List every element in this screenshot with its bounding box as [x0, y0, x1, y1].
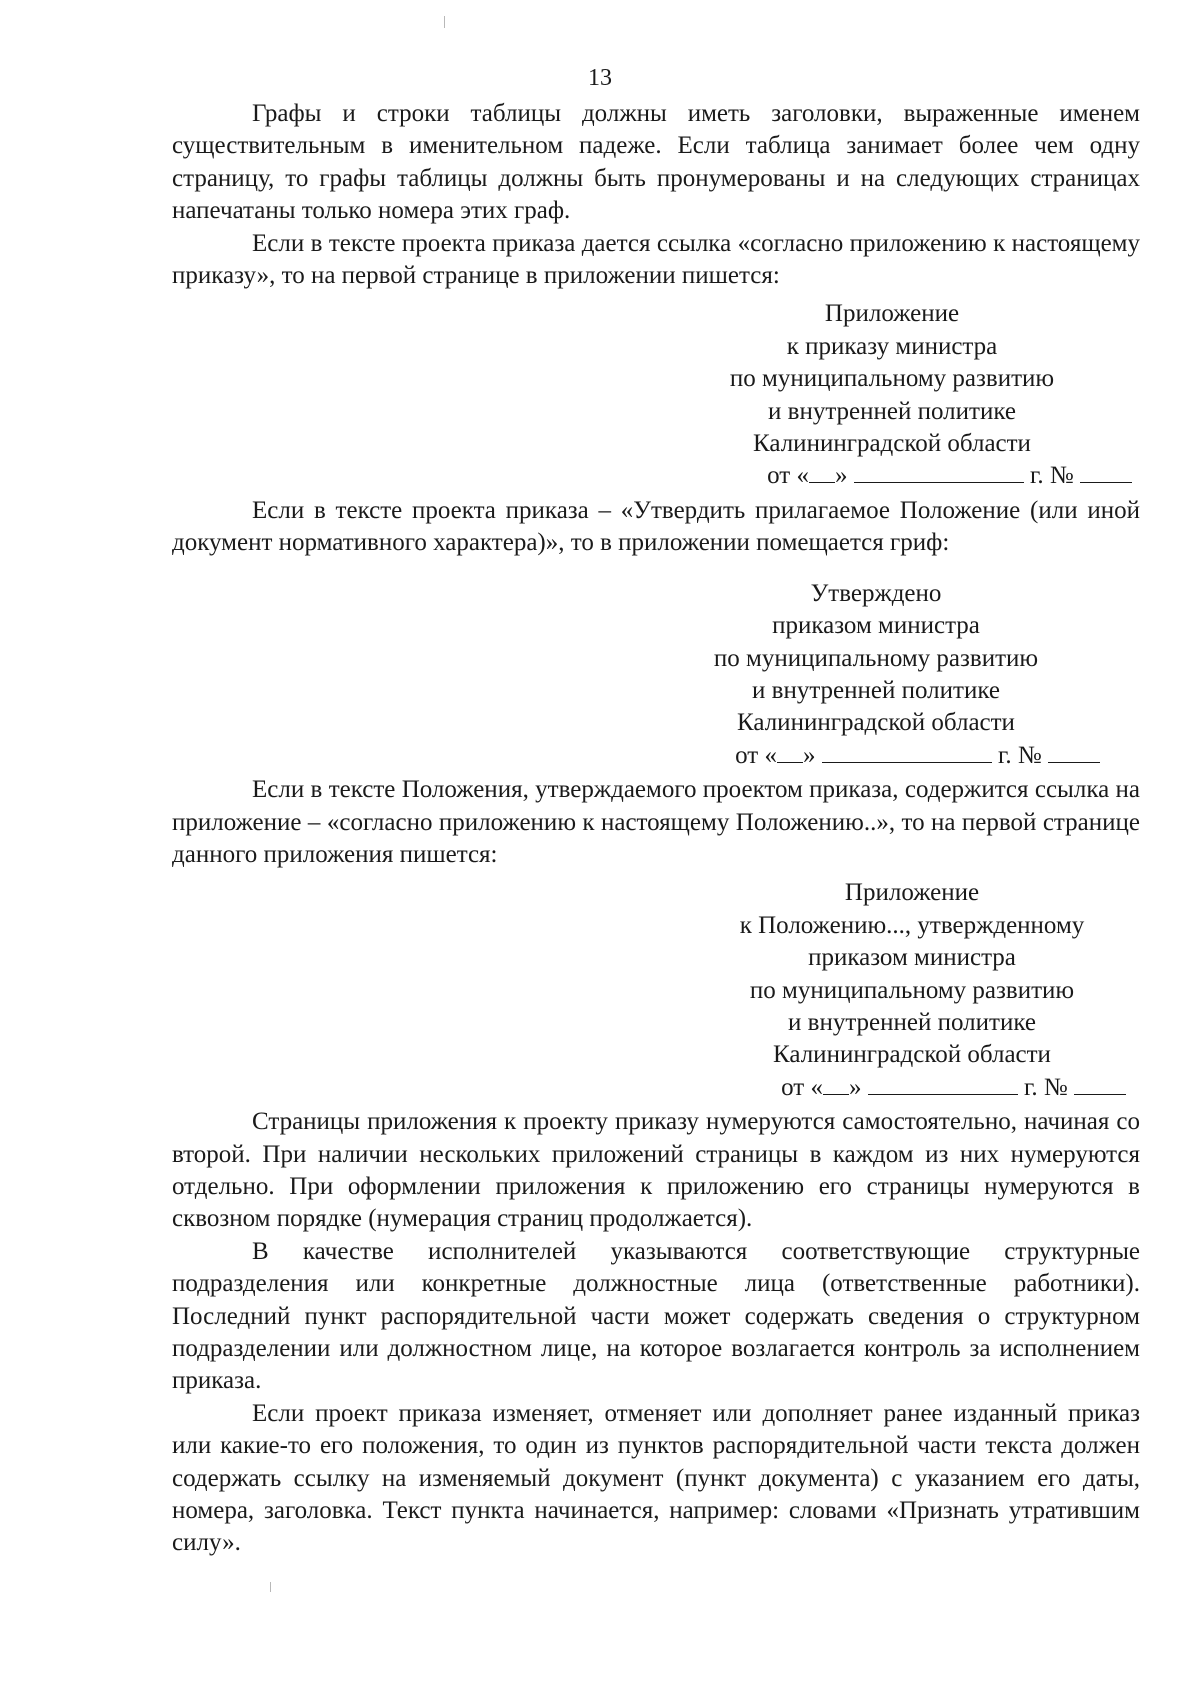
date-close: »	[834, 462, 848, 490]
day-blank	[777, 742, 803, 763]
paragraph-provision-appendix: Если в тексте Положения, утверждаемого проектом приказа, содержится ссылка на приложение – «согласно приложению к настоящему Положению..», то на первой странице данного приложения пишется:	[172, 776, 1140, 868]
number-blank	[1080, 462, 1132, 483]
stamp-line: Калининградской области	[773, 1041, 1051, 1069]
date-prefix: от «	[781, 1073, 823, 1101]
paragraph-table-headings: Графы и строки таблицы должны иметь заголовки, выраженные именем существительным в именительном падеже. Если таблица занимает более чем одну страницу, то графы таблицы должны быть пронумерованы и на следующих страницах напечатаны только номера этих граф.	[172, 100, 1140, 225]
date-close: »	[848, 1073, 862, 1101]
year-number-label: г. №	[1029, 462, 1074, 490]
paragraph-page-numbering: Страницы приложения к проекту приказу нумеруются самостоятельно, начиная со второй. При наличии нескольких приложений страницы в каждом из них нумеруются отдельно. При оформлении приложения к приложению его страницы нумеруются в сквозном порядке (нумерация страниц продолжается).	[172, 1108, 1140, 1233]
scan-speck	[270, 1582, 271, 1592]
date-prefix: от «	[735, 741, 777, 769]
year-number-label: г. №	[997, 741, 1042, 769]
stamp-line: к Положению..., утвержденному	[739, 911, 1085, 939]
month-blank	[822, 742, 992, 763]
paragraph-appendix-reference: Если в тексте проекта приказа дается ссылка «согласно приложению к настоящему приказу», то на первой странице в приложении пишется:	[172, 229, 1140, 290]
stamp-line: Утверждено	[810, 579, 942, 607]
stamp-line: и внутренней политике	[752, 676, 1000, 704]
provision-appendix-stamp	[692, 877, 1132, 1104]
number-blank	[1048, 742, 1100, 763]
day-blank	[809, 462, 835, 483]
day-blank	[823, 1074, 849, 1095]
stamp-line: Калининградской области	[737, 709, 1015, 737]
approval-stamp	[676, 578, 1076, 772]
page-number: 13	[588, 65, 612, 91]
appendix-stamp	[692, 298, 1092, 492]
stamp-line: Приложение	[824, 300, 960, 328]
stamp-date-line	[692, 1072, 1126, 1104]
stamp-line: Калининградской области	[753, 430, 1031, 458]
stamp-line: и внутренней политике	[768, 397, 1016, 425]
paragraph-approve-provision: Если в тексте проекта приказа – «Утвердить прилагаемое Положение (или иной документ нормативного характера)», то в приложении помещается гриф:	[172, 496, 1140, 557]
stamp-date-line	[676, 740, 1100, 772]
number-blank	[1074, 1074, 1126, 1095]
paragraph-amendments: Если проект приказа изменяет, отменяет или дополняет ранее изданный приказ или какие-то его положения, то один из пунктов распорядительной части текста должен содержать ссылку на изменяемый документ (пункт документа) с указанием его даты, номера, заголовка. Текст пункта начинается, например: словами «Признать утратившим силу».	[172, 1399, 1140, 1557]
month-blank	[868, 1074, 1018, 1095]
date-prefix: от «	[767, 462, 809, 490]
scan-speck	[444, 16, 445, 28]
stamp-line: по муниципальному развитию	[729, 365, 1055, 393]
month-blank	[854, 462, 1024, 483]
stamp-date-line	[692, 460, 1132, 492]
stamp-line: по муниципальному развитию	[713, 644, 1039, 672]
year-number-label: г. №	[1023, 1073, 1068, 1101]
stamp-line: Приложение	[844, 879, 980, 907]
date-close: »	[802, 741, 816, 769]
stamp-line: приказом министра	[808, 944, 1016, 972]
paragraph-executors: В качестве исполнителей указываются соответствующие структурные подразделения или конкретные должностные лица (ответственные работники). Последний пункт распорядительной части может содержать сведения о структурном подразделении или должностном лице, на которое возлагается контроль за исполнением приказа.	[172, 1237, 1140, 1395]
stamp-line: приказом министра	[772, 612, 980, 640]
document-body	[172, 98, 1140, 1560]
stamp-line: к приказу министра	[786, 332, 998, 360]
stamp-line: по муниципальному развитию	[749, 976, 1075, 1004]
stamp-line: и внутренней политике	[788, 1008, 1036, 1036]
